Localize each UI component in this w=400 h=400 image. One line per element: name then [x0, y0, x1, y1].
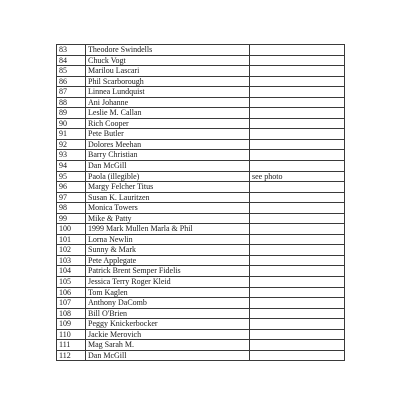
row-name-cell: Theodore Swindells [86, 45, 250, 56]
row-note-cell [250, 266, 345, 277]
table-row [57, 161, 345, 172]
row-note-cell [250, 277, 345, 288]
row-name-cell: Dan McGill [86, 161, 250, 172]
row-note-cell [250, 182, 345, 193]
row-number-cell: 112 [57, 350, 86, 361]
row-number-cell: 93 [57, 150, 86, 161]
row-note-cell [250, 150, 345, 161]
row-number-cell: 99 [57, 213, 86, 224]
row-name-cell: Mag Sarah M. [86, 340, 250, 351]
row-note-cell [250, 213, 345, 224]
row-note-cell [250, 161, 345, 172]
row-number-cell: 111 [57, 340, 86, 351]
row-number-cell: 84 [57, 55, 86, 66]
row-name-cell: Bill O'Brien [86, 308, 250, 319]
row-name-cell: Mike & Patty [86, 213, 250, 224]
row-note-cell [250, 234, 345, 245]
row-number-cell: 85 [57, 66, 86, 77]
row-name-cell: Barry Christian [86, 150, 250, 161]
row-note-cell [250, 76, 345, 87]
row-number-cell: 98 [57, 203, 86, 214]
row-name-cell: Jessica Terry Roger Kleid [86, 277, 250, 288]
row-name-cell: Chuck Vogt [86, 55, 250, 66]
row-number-cell: 94 [57, 161, 86, 172]
row-number-cell: 108 [57, 308, 86, 319]
row-name-cell: Anthony DaComb [86, 298, 250, 309]
table-row [57, 224, 345, 235]
row-number-cell: 91 [57, 129, 86, 140]
row-note-cell [250, 192, 345, 203]
row-number-cell: 110 [57, 329, 86, 340]
row-name-cell: Jackie Merovich [86, 329, 250, 340]
table-row [57, 76, 345, 87]
row-number-cell: 89 [57, 108, 86, 119]
table-row [57, 213, 345, 224]
row-number-cell: 90 [57, 118, 86, 129]
row-note-cell [250, 255, 345, 266]
row-name-cell: Peggy Knickerbocker [86, 319, 250, 330]
table-row [57, 192, 345, 203]
table-row [57, 277, 345, 288]
row-number-cell: 109 [57, 319, 86, 330]
row-name-cell: Leslie M. Callan [86, 108, 250, 119]
row-note-cell [250, 45, 345, 56]
row-name-cell: Patrick Brent Semper Fidelis [86, 266, 250, 277]
row-name-cell: Dolores Meehan [86, 139, 250, 150]
table-row [57, 129, 345, 140]
row-note-cell [250, 66, 345, 77]
row-number-cell: 106 [57, 287, 86, 298]
table-row [57, 87, 345, 98]
row-note-cell [250, 224, 345, 235]
table-row [57, 245, 345, 256]
table-row [57, 108, 345, 119]
row-name-cell: Pete Applegate [86, 255, 250, 266]
table-row [57, 340, 345, 351]
row-number-cell: 101 [57, 234, 86, 245]
row-name-cell: Dan McGill [86, 350, 250, 361]
row-number-cell: 83 [57, 45, 86, 56]
table-row [57, 182, 345, 193]
row-name-cell: 1999 Mark Mullen Marla & Phil [86, 224, 250, 235]
row-note-cell [250, 139, 345, 150]
table-row [57, 139, 345, 150]
row-number-cell: 100 [57, 224, 86, 235]
row-name-cell: Ani Johanne [86, 97, 250, 108]
row-name-cell: Marilou Lascari [86, 66, 250, 77]
row-note-cell [250, 118, 345, 129]
row-note-cell [250, 108, 345, 119]
row-number-cell: 97 [57, 192, 86, 203]
row-name-cell: Sunny & Mark [86, 245, 250, 256]
row-number-cell: 103 [57, 255, 86, 266]
row-name-cell: Monica Towers [86, 203, 250, 214]
row-note-cell [250, 97, 345, 108]
row-note-cell [250, 340, 345, 351]
row-name-cell: Margy Felcher Titus [86, 182, 250, 193]
row-note-cell [250, 245, 345, 256]
row-number-cell: 96 [57, 182, 86, 193]
table-row [57, 329, 345, 340]
table-row [57, 308, 345, 319]
table-row [57, 150, 345, 161]
table-row [57, 97, 345, 108]
table-row [57, 298, 345, 309]
table-row [57, 287, 345, 298]
row-number-cell: 95 [57, 171, 86, 182]
row-number-cell: 104 [57, 266, 86, 277]
row-number-cell: 86 [57, 76, 86, 87]
name-list-table [56, 44, 345, 361]
row-number-cell: 107 [57, 298, 86, 309]
row-note-cell [250, 350, 345, 361]
table-row [57, 66, 345, 77]
table-row [57, 55, 345, 66]
row-name-cell: Pete Butler [86, 129, 250, 140]
row-name-cell: Linnea Lundquist [86, 87, 250, 98]
table-row [57, 203, 345, 214]
row-note-cell [250, 329, 345, 340]
table-row [57, 350, 345, 361]
table-row [57, 171, 345, 182]
row-note-cell [250, 319, 345, 330]
table-row [57, 118, 345, 129]
row-number-cell: 105 [57, 277, 86, 288]
table-row [57, 319, 345, 330]
row-note-cell [250, 287, 345, 298]
row-note-cell [250, 308, 345, 319]
row-note-cell [250, 203, 345, 214]
name-list-body [57, 45, 345, 361]
row-name-cell: Paola (illegible) [86, 171, 250, 182]
table-row [57, 266, 345, 277]
row-note-cell: see photo [250, 171, 345, 182]
row-note-cell [250, 55, 345, 66]
row-name-cell: Susan K. Lauritzen [86, 192, 250, 203]
row-number-cell: 92 [57, 139, 86, 150]
row-note-cell [250, 129, 345, 140]
table-row [57, 45, 345, 56]
table-row [57, 255, 345, 266]
row-number-cell: 102 [57, 245, 86, 256]
table-row [57, 234, 345, 245]
row-name-cell: Phil Scarborough [86, 76, 250, 87]
row-name-cell: Rich Cooper [86, 118, 250, 129]
row-number-cell: 88 [57, 97, 86, 108]
row-note-cell [250, 87, 345, 98]
row-name-cell: Lorna Newlin [86, 234, 250, 245]
row-name-cell: Tom Kaglen [86, 287, 250, 298]
row-note-cell [250, 298, 345, 309]
row-number-cell: 87 [57, 87, 86, 98]
